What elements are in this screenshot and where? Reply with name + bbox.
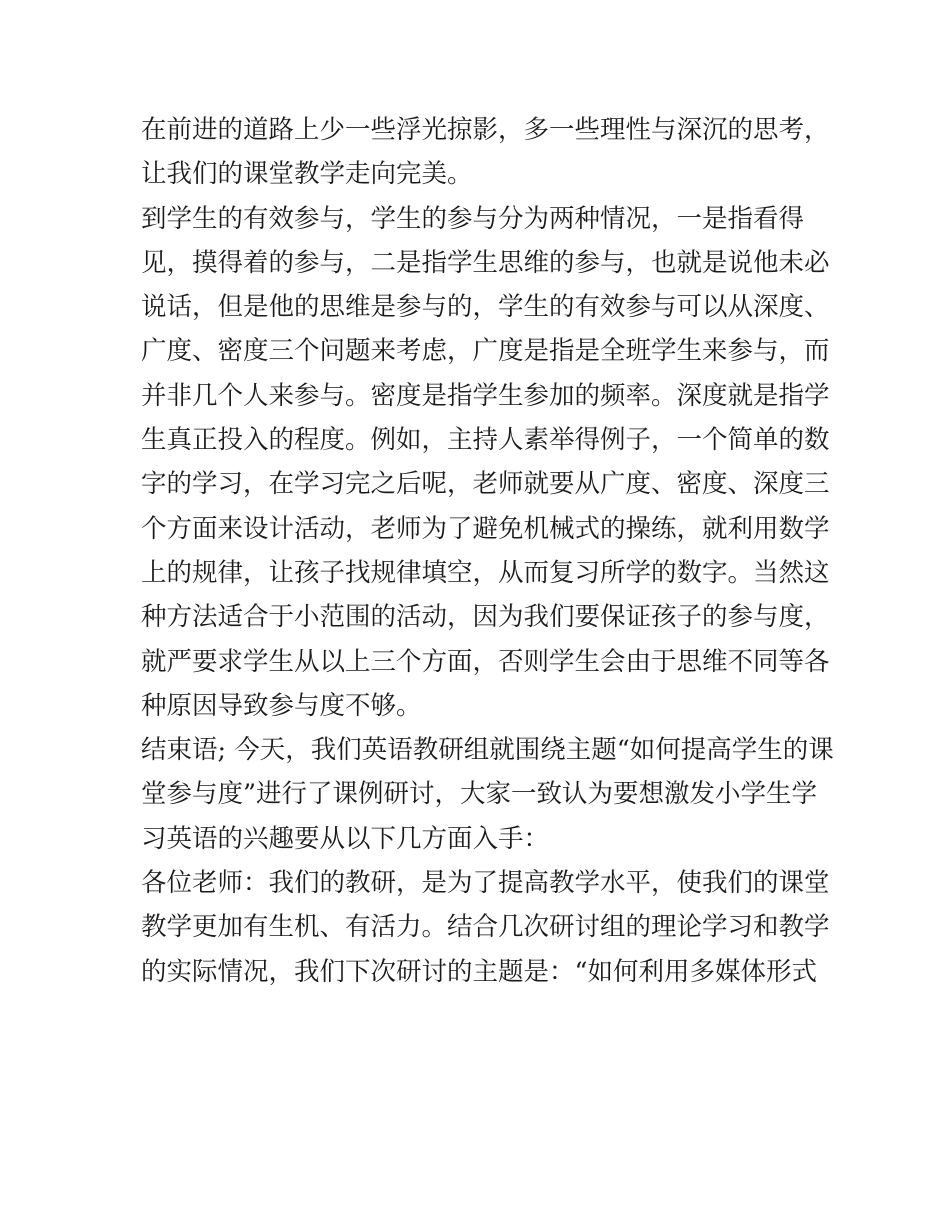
text-line-14: 种原因导致参与度不够。 bbox=[141, 690, 422, 721]
text-line-10: 个方面来设计活动，老师为了避免机械式的操练，就利用数学 bbox=[141, 513, 830, 544]
text-line-9: 字的学习，在学习完之后呢，老师就要从广度、密度、深度三 bbox=[141, 469, 830, 500]
text-line-6: 广度、密度三个问题来考虑，广度是指是全班学生来参与，而 bbox=[141, 336, 830, 367]
text-line-2: 让我们的课堂教学走向完美。 bbox=[141, 159, 473, 190]
text-line-13: 就严要求学生从以上三个方面，否则学生会由于思维不同等各 bbox=[141, 646, 830, 677]
text-line-20: 的实际情况，我们下次研讨的主题是：“如何利用多媒体形式 bbox=[141, 956, 818, 987]
document-body bbox=[141, 108, 834, 994]
text-line-3: 到学生的有效参与，学生的参与分为两种情况，一是指看得 bbox=[141, 203, 805, 234]
text-line-18: 各位老师：我们的教研，是为了提高教学水平，使我们的课堂 bbox=[141, 868, 830, 899]
text-line-5: 说话，但是他的思维是参与的，学生的有效参与可以从深度、 bbox=[141, 292, 830, 323]
text-line-4: 见，摸得着的参与，二是指学生思维的参与，也就是说他未必 bbox=[141, 247, 830, 278]
text-line-16: 堂参与度”进行了课例研讨，大家一致认为要想激发小学生学 bbox=[141, 779, 818, 810]
text-line-1: 在前进的道路上少一些浮光掠影，多一些理性与深沉的思考， bbox=[141, 115, 830, 145]
text-line-11: 上的规律，让孩子找规律填空，从而复习所学的数字。当然这 bbox=[141, 557, 830, 588]
text-line-8: 生真正投入的程度。例如，主持人素举得例子，一个简单的数 bbox=[141, 425, 830, 456]
text-line-7: 并非几个人来参与。密度是指学生参加的频率。深度就是指学 bbox=[141, 380, 830, 411]
text-line-19: 教学更加有生机、有活力。结合几次研讨组的理论学习和教学 bbox=[141, 912, 830, 943]
text-line-12: 种方法适合于小范围的活动，因为我们要保证孩子的参与度， bbox=[141, 602, 830, 633]
text-line-15: 结束语; 今天，我们英语教研组就围绕主题“如何提高学生的课 bbox=[141, 735, 834, 766]
text-line-17: 习英语的兴趣要从以下几方面入手： bbox=[141, 823, 550, 854]
